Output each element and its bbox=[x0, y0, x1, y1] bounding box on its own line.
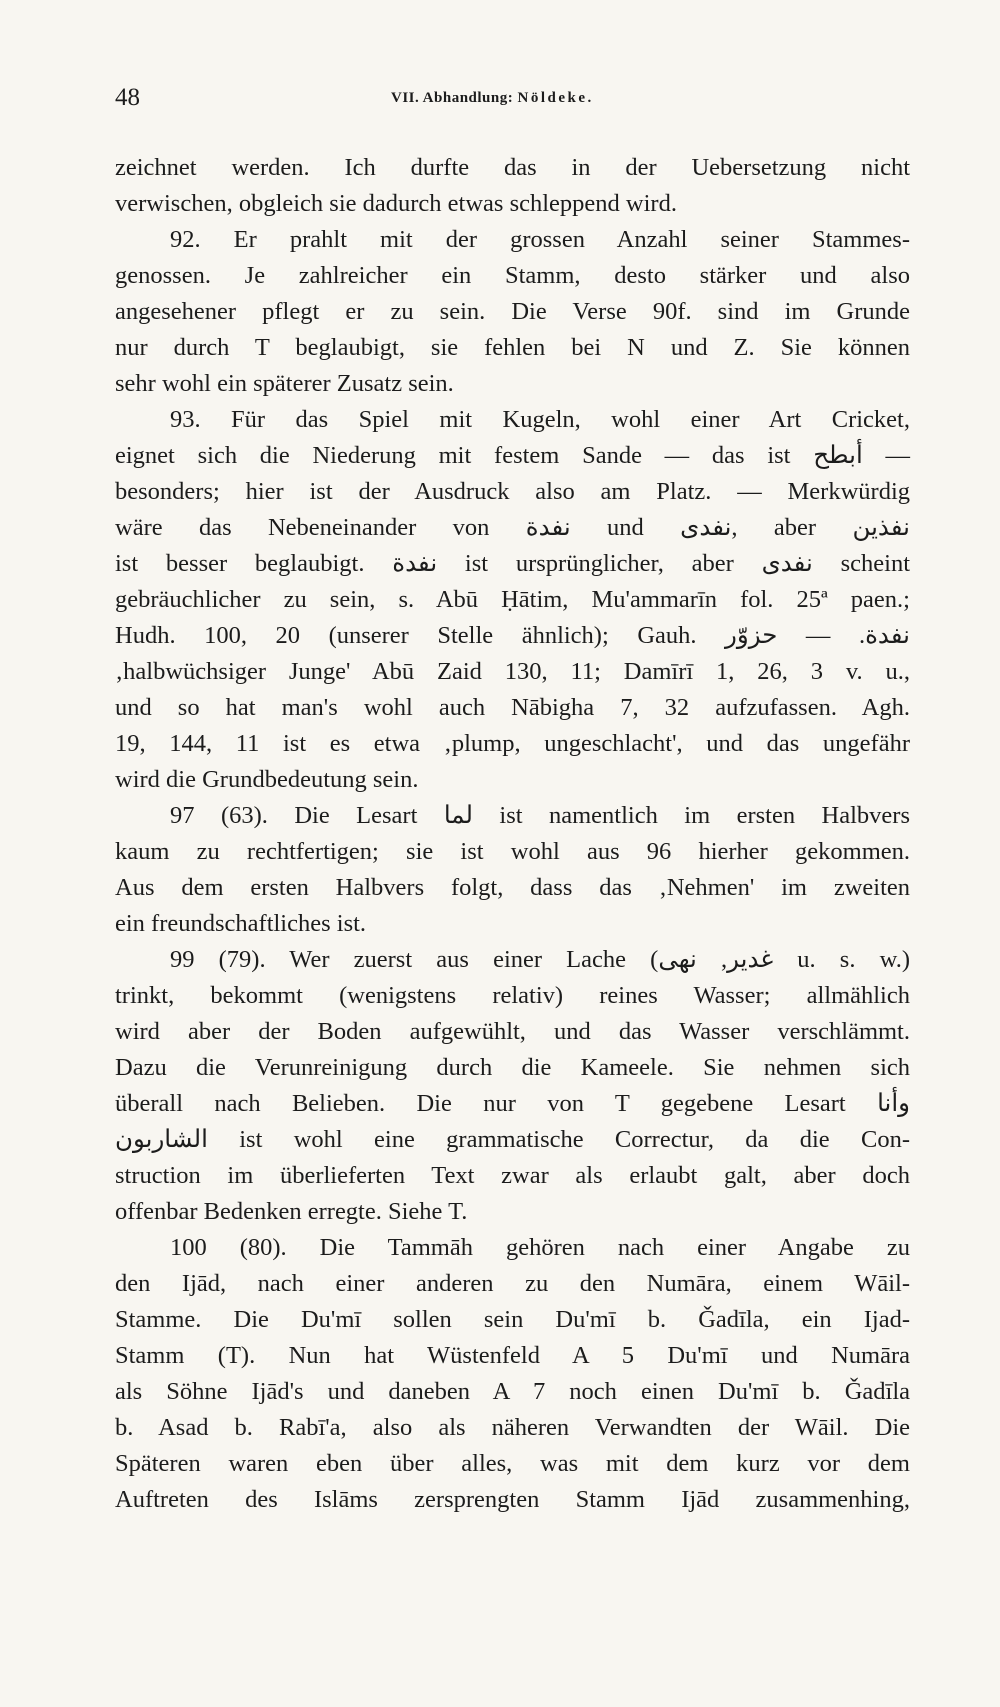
text-line: genossen. Je zahlreicher ein Stamm, desto stärker und also bbox=[115, 262, 910, 289]
text-line: ist besser beglaubigt. نفدة ist ursprünglicher, aber نفدى scheint bbox=[115, 550, 910, 577]
text-line: offenbar Bedenken erregte. Siehe T. bbox=[115, 1198, 468, 1225]
text-line: ein freundschaftliches ist. bbox=[115, 910, 367, 937]
text-line: 97 (63). Die Lesart لما ist namentlich im ersten Halbvers bbox=[170, 802, 910, 829]
text-line: Stamm (T). Nun hat Wüstenfeld A 5 Du'mī und Numāra bbox=[115, 1342, 910, 1369]
text-line: wäre das Nebeneinander von نفدة und نفدى, aber نفذين bbox=[115, 514, 910, 541]
text-line: 99 (79). Wer zuerst aus einer Lache (غدير, نهى u. s. w.) bbox=[170, 946, 910, 973]
text-line: besonders; hier ist der Ausdruck also am Platz. — Merkwürdig bbox=[115, 478, 910, 505]
text-line: struction im überlieferten Text zwar als erlaubt galt, aber doch bbox=[115, 1162, 910, 1189]
text-line: zeichnet werden. Ich durfte das in der Uebersetzung nicht bbox=[115, 154, 910, 181]
text-line: الشاربون ist wohl eine grammatische Correctur, da die Con- bbox=[115, 1126, 910, 1153]
text-line: 92. Er prahlt mit der grossen Anzahl seiner Stammes- bbox=[170, 226, 910, 253]
text-line: überall nach Belieben. Die nur von T gegebene Lesart وأنا bbox=[115, 1090, 910, 1117]
text-line: als Söhne Ijād's und daneben A 7 noch einen Du'mī b. Ǧadīla bbox=[115, 1378, 910, 1405]
body-text bbox=[115, 150, 910, 1518]
running-head-author: Nöldeke. bbox=[517, 90, 594, 106]
text-line: Auftreten des Islāms zersprengten Stamm Ijād zusammenhing, bbox=[115, 1486, 910, 1513]
text-line: 19, 144, 11 ist es etwa ‚plump, ungeschlacht', und das ungefähr bbox=[115, 730, 910, 757]
running-head-title: VII. Abhandlung: bbox=[391, 90, 514, 106]
text-line: Hudh. 100, 20 (unserer Stelle ähnlich); Gauh. نفدة. — حزوّر bbox=[115, 622, 910, 649]
text-line: b. Asad b. Rabī'a, also als näheren Verwandten der Wāil. Die bbox=[115, 1414, 910, 1441]
text-line: verwischen, obgleich sie dadurch etwas schleppend wird. bbox=[115, 190, 677, 217]
text-line: Aus dem ersten Halbvers folgt, dass das ‚Nehmen' im zweiten bbox=[115, 874, 910, 901]
page-number: 48 bbox=[115, 84, 140, 111]
text-line: Dazu die Verunreinigung durch die Kameele. Sie nehmen sich bbox=[115, 1054, 910, 1081]
text-line: Späteren waren eben über alles, was mit dem kurz vor dem bbox=[115, 1450, 910, 1477]
text-line: angesehener pflegt er zu sein. Die Verse 90f. sind im Grunde bbox=[115, 298, 910, 325]
text-line: und so hat man's wohl auch Nābigha 7, 32 aufzufassen. Agh. bbox=[115, 694, 910, 721]
text-line: wird aber der Boden aufgewühlt, und das Wasser verschlämmt. bbox=[115, 1018, 910, 1045]
text-line: den Ijād, nach einer anderen zu den Numāra, einem Wāil- bbox=[115, 1270, 910, 1297]
text-line: nur durch T beglaubigt, sie fehlen bei N und Z. Sie können bbox=[115, 334, 910, 361]
text-line: wird die Grundbedeutung sein. bbox=[115, 766, 419, 793]
text-line: trinkt, bekommt (wenigstens relativ) reines Wasser; allmählich bbox=[115, 982, 910, 1009]
text-line: 93. Für das Spiel mit Kugeln, wohl einer Art Cricket, bbox=[170, 406, 910, 433]
text-line: sehr wohl ein späterer Zusatz sein. bbox=[115, 370, 454, 397]
running-head bbox=[391, 90, 594, 107]
text-line: gebräuchlicher zu sein, s. Abū Ḥātim, Mu'ammarīn fol. 25ª paen.; bbox=[115, 586, 910, 613]
text-line: eignet sich die Niederung mit festem Sande — das ist أبطح — bbox=[115, 442, 911, 469]
text-line: kaum zu rechtfertigen; sie ist wohl aus 96 hierher gekommen. bbox=[115, 838, 910, 865]
text-line: 100 (80). Die Tammāh gehören nach einer Angabe zu bbox=[170, 1234, 910, 1261]
text-line: Stamme. Die Du'mī sollen sein Du'mī b. Ǧadīla, ein Ijad- bbox=[115, 1306, 910, 1333]
text-line: ‚halbwüchsiger Junge' Abū Zaid 130, 11; Damīrī 1, 26, 3 v. u., bbox=[115, 658, 910, 685]
page-header bbox=[115, 84, 915, 114]
